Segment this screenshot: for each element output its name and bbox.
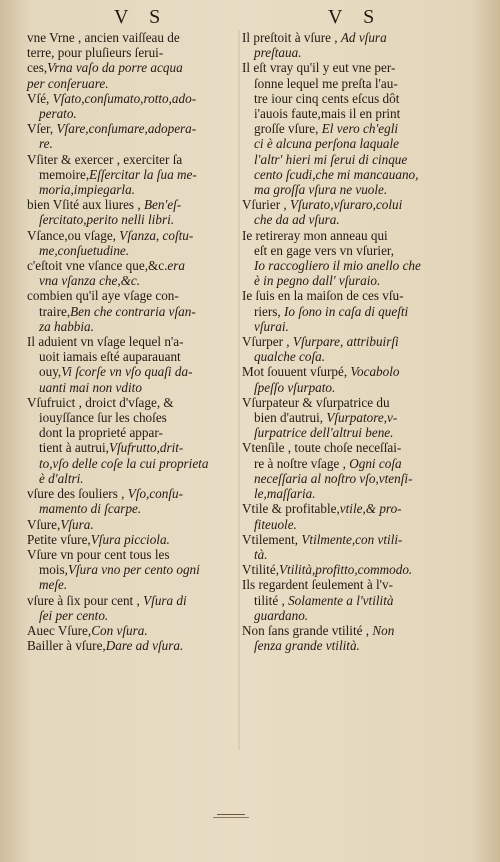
italian-gloss: Vſato,conſumato,rotto,ado- bbox=[52, 90, 197, 106]
french-text: Vſurpateur & vſurpatrice du bbox=[242, 394, 390, 410]
italian-gloss: Vſura. bbox=[60, 516, 94, 532]
italian-gloss: El vero ch'egli bbox=[321, 121, 399, 137]
french-text: Auec Vſure, bbox=[27, 622, 92, 638]
french-text: Vſiter & exercer , exerciter ſa bbox=[27, 151, 183, 167]
text-line bbox=[242, 349, 472, 364]
french-text: bien d'autrui, bbox=[254, 410, 327, 426]
text-line bbox=[27, 456, 237, 471]
italian-gloss: to,vſo delle coſe la cui proprieta bbox=[39, 455, 209, 471]
text-line bbox=[27, 486, 237, 501]
french-text: Vſurper , bbox=[242, 334, 293, 350]
text-line bbox=[27, 425, 237, 440]
french-text: terre, pour pluſieurs ſerui- bbox=[27, 45, 164, 61]
french-text: Vtilité, bbox=[242, 562, 279, 578]
text-line bbox=[27, 258, 237, 273]
header-right: V S bbox=[328, 6, 383, 28]
italian-gloss: Solamente a l'vtilità bbox=[288, 592, 394, 608]
italian-gloss: l'altr' hieri mi ſerui di cinque bbox=[254, 151, 408, 167]
italian-gloss: qualche coſa. bbox=[254, 349, 326, 365]
italian-gloss: cento ſcudi,che mi mancauano, bbox=[254, 166, 419, 182]
text-line bbox=[27, 532, 237, 547]
running-header bbox=[0, 6, 500, 30]
french-text: traire, bbox=[39, 303, 71, 319]
french-text: tient à autrui, bbox=[39, 440, 109, 456]
text-line bbox=[242, 425, 472, 440]
page-rule-lower bbox=[213, 817, 249, 818]
text-line bbox=[242, 395, 472, 410]
italian-gloss: vtile,& pro- bbox=[339, 501, 402, 517]
italian-gloss: è in pegno dall' vſuraio. bbox=[254, 273, 381, 289]
text-line bbox=[242, 608, 472, 623]
french-text: Il aduient vn vſage lequel n'a- bbox=[27, 334, 184, 350]
french-text: Il preſtoit à vſure , bbox=[242, 30, 341, 45]
italian-gloss: Vſura vno per cento ogni bbox=[67, 562, 200, 578]
italian-gloss: ma groſſa vſura ne vuole. bbox=[254, 182, 388, 198]
text-line bbox=[242, 258, 472, 273]
italian-gloss: Dare ad vſura. bbox=[105, 638, 184, 654]
text-line bbox=[242, 273, 472, 288]
header-left: V S bbox=[114, 6, 169, 28]
french-text: Mot ſouuent vſurpé, bbox=[242, 364, 351, 380]
italian-gloss: ſenza grande vtilità. bbox=[254, 638, 360, 654]
italian-gloss: tà. bbox=[254, 546, 268, 562]
text-line bbox=[27, 395, 237, 410]
text-line bbox=[242, 364, 472, 379]
text-line bbox=[27, 30, 237, 45]
french-text: Vſé, bbox=[27, 90, 53, 106]
italian-gloss: Con vſura. bbox=[91, 622, 148, 638]
text-line bbox=[27, 212, 237, 227]
french-text: Vſufruict , droict d'vſage, & bbox=[27, 394, 174, 410]
italian-gloss: era bbox=[167, 258, 186, 274]
text-line bbox=[242, 380, 472, 395]
italian-gloss: meſe. bbox=[39, 577, 68, 593]
italian-gloss: perato. bbox=[39, 106, 77, 122]
text-line bbox=[27, 121, 237, 136]
italian-gloss: vna vſanza che,&c. bbox=[39, 273, 141, 289]
text-line bbox=[242, 45, 472, 60]
text-line bbox=[27, 152, 237, 167]
italian-gloss: guardano. bbox=[254, 607, 309, 623]
french-text: re à noſtre vſage , bbox=[254, 455, 350, 471]
french-text: tilité , bbox=[254, 592, 289, 608]
french-text: Vſance,ou vſage, bbox=[27, 227, 120, 243]
french-text: ſonne lequel me preſta l'au- bbox=[254, 75, 398, 91]
text-line bbox=[27, 136, 237, 151]
italian-gloss: Ogni coſa bbox=[349, 455, 402, 471]
italian-gloss: za habbia. bbox=[39, 318, 94, 334]
french-text: dont la proprieté appar- bbox=[39, 425, 163, 441]
italian-gloss: le,maſſaria. bbox=[254, 486, 316, 502]
italian-gloss: Vi ſcorſe vn vſo quaſi da- bbox=[61, 364, 193, 380]
column-gutter bbox=[238, 30, 240, 750]
text-line bbox=[242, 212, 472, 227]
french-text: Ie ſuis en la maiſon de ces vſu- bbox=[242, 288, 404, 304]
text-line bbox=[27, 91, 237, 106]
text-line bbox=[27, 304, 237, 319]
italian-gloss: vſurai. bbox=[254, 318, 289, 334]
french-text: vne Vrne , ancien vaiſſeau de bbox=[27, 30, 180, 45]
italian-gloss: Ad vſura bbox=[340, 30, 387, 45]
french-text: ouy, bbox=[39, 364, 62, 380]
text-line bbox=[242, 136, 472, 151]
text-line bbox=[242, 76, 472, 91]
text-line bbox=[27, 410, 237, 425]
text-line bbox=[27, 364, 237, 379]
text-line bbox=[27, 319, 237, 334]
french-text: riers, bbox=[254, 303, 285, 319]
italian-gloss: ſurpatrice dell'altrui bene. bbox=[254, 425, 394, 441]
text-line bbox=[242, 486, 472, 501]
italian-gloss: mamento di ſcarpe. bbox=[39, 501, 142, 517]
italian-gloss: Vſurpare, attribuirſi bbox=[292, 334, 399, 350]
french-text: Ie retireray mon anneau qui bbox=[242, 227, 388, 243]
french-text: bien Vſité aux liures , bbox=[27, 197, 144, 213]
page-rule bbox=[217, 814, 245, 815]
italian-gloss: ci è alcuna perſona laquale bbox=[254, 136, 400, 152]
italian-gloss: fiteuole. bbox=[254, 516, 297, 532]
italian-gloss: Vſare,conſumare,adopera- bbox=[56, 121, 197, 137]
text-line bbox=[27, 608, 237, 623]
french-text: Petite vſure, bbox=[27, 531, 91, 547]
italian-gloss: Vſura di bbox=[143, 592, 187, 608]
french-text: vſure à ſix pour cent , bbox=[27, 592, 144, 608]
italian-gloss: ſpeſſo vſurpato. bbox=[254, 379, 336, 395]
text-line bbox=[27, 593, 237, 608]
italian-gloss: Vtilmente,con vtili- bbox=[301, 531, 403, 547]
french-text: c'eſtoit vne vſance que,&c. bbox=[27, 258, 168, 274]
italian-gloss: Vrna vaſo da porre acqua bbox=[47, 60, 183, 76]
text-line bbox=[242, 638, 472, 653]
text-line bbox=[242, 182, 472, 197]
text-line bbox=[242, 456, 472, 471]
italian-gloss: Non bbox=[372, 622, 395, 638]
text-line bbox=[242, 121, 472, 136]
italian-gloss: Io raccogliero il mio anello che bbox=[254, 258, 421, 274]
french-text: Vſure, bbox=[27, 516, 61, 532]
text-line bbox=[27, 501, 237, 516]
left-column bbox=[27, 30, 237, 653]
text-line bbox=[27, 380, 237, 395]
italian-gloss: Vſo,conſu- bbox=[127, 486, 184, 502]
french-text: i'auois faute,mais il en print bbox=[254, 106, 401, 122]
french-text: eſt en gage vers vn vſurier, bbox=[254, 242, 395, 258]
text-line bbox=[242, 410, 472, 425]
text-line bbox=[242, 532, 472, 547]
text-line bbox=[242, 547, 472, 562]
text-line bbox=[242, 623, 472, 638]
text-line bbox=[27, 577, 237, 592]
italian-gloss: moria,impiegarla. bbox=[39, 182, 135, 198]
french-text: uoit iamais eſté auparauant bbox=[39, 349, 181, 365]
text-line bbox=[242, 577, 472, 592]
italian-gloss: Vſanza, coſtu- bbox=[119, 227, 194, 243]
text-line bbox=[27, 197, 237, 212]
italian-gloss: me,conſuetudine. bbox=[39, 242, 130, 258]
text-line bbox=[27, 349, 237, 364]
french-text: ces, bbox=[27, 60, 48, 76]
text-line bbox=[242, 60, 472, 75]
italian-gloss: Vſurpatore,v- bbox=[326, 410, 398, 426]
text-line bbox=[27, 517, 237, 532]
text-line bbox=[27, 228, 237, 243]
text-line bbox=[242, 501, 472, 516]
text-line bbox=[242, 593, 472, 608]
text-line bbox=[242, 167, 472, 182]
italian-gloss: Ben che contraria vſan- bbox=[70, 303, 196, 319]
text-line bbox=[27, 638, 237, 653]
french-text: Vtile & profitable, bbox=[242, 501, 340, 517]
italian-gloss: che da ad vſura. bbox=[254, 212, 340, 228]
italian-gloss: uanti mai non vdito bbox=[39, 379, 142, 395]
french-text: Vſer, bbox=[27, 121, 57, 137]
italian-gloss: Vſufrutto,drit- bbox=[108, 440, 184, 456]
text-line bbox=[27, 60, 237, 75]
french-text: iouyſſance ſur les choſes bbox=[39, 410, 167, 426]
text-line bbox=[27, 288, 237, 303]
text-line bbox=[242, 288, 472, 303]
french-text: Vtilement, bbox=[242, 531, 302, 547]
italian-gloss: è d'altri. bbox=[39, 470, 84, 486]
italian-gloss: Vſurato,vſuraro,colui bbox=[289, 197, 403, 213]
italian-gloss: per conſeruare. bbox=[27, 75, 109, 91]
right-column bbox=[242, 30, 472, 653]
italian-gloss: ſercitato,perito nelli libri. bbox=[39, 212, 175, 228]
text-line bbox=[27, 562, 237, 577]
text-line bbox=[27, 623, 237, 638]
italian-gloss: ſei per cento. bbox=[39, 607, 109, 623]
italian-gloss: Vtilità,profitto,commodo. bbox=[279, 562, 413, 578]
text-line bbox=[27, 76, 237, 91]
french-text: mois, bbox=[39, 562, 68, 578]
text-line bbox=[242, 471, 472, 486]
text-line bbox=[242, 91, 472, 106]
italian-gloss: preſtaua. bbox=[254, 45, 302, 61]
text-line bbox=[27, 45, 237, 60]
text-line bbox=[27, 243, 237, 258]
text-line bbox=[27, 471, 237, 486]
french-text: tre iour cinq cents eſcus dôt bbox=[254, 90, 400, 106]
text-line bbox=[27, 440, 237, 455]
text-line bbox=[27, 547, 237, 562]
text-line bbox=[242, 197, 472, 212]
french-text: Il eſt vray qu'il y eut vne per- bbox=[242, 60, 396, 76]
french-text: Ils regardent ſeulement à l'v- bbox=[242, 577, 394, 593]
italian-gloss: Io ſono in caſa di queſti bbox=[284, 303, 409, 319]
text-line bbox=[242, 440, 472, 455]
text-line bbox=[27, 182, 237, 197]
text-line bbox=[242, 319, 472, 334]
text-line bbox=[242, 228, 472, 243]
text-line bbox=[242, 562, 472, 577]
text-line bbox=[27, 167, 237, 182]
text-line bbox=[242, 30, 472, 45]
text-line bbox=[242, 152, 472, 167]
italian-gloss: Eſſercitar la ſua me- bbox=[89, 166, 197, 182]
text-line bbox=[242, 243, 472, 258]
french-text: groſſe vſure, bbox=[254, 121, 322, 137]
french-text: vſure des ſouliers , bbox=[27, 486, 128, 502]
italian-gloss: neceſſaria al noſtro vſo,vtenſi- bbox=[254, 470, 413, 486]
text-line bbox=[27, 334, 237, 349]
french-text: Non ſans grande vtilité , bbox=[242, 622, 373, 638]
french-text: Vſurier , bbox=[242, 197, 290, 213]
text-line bbox=[27, 273, 237, 288]
french-text: Vſure vn pour cent tous les bbox=[27, 546, 170, 562]
french-text: Vtenſile , toute choſe neceſſai- bbox=[242, 440, 402, 456]
text-line bbox=[242, 517, 472, 532]
text-line bbox=[242, 304, 472, 319]
french-text: combien qu'il aye vſage con- bbox=[27, 288, 179, 304]
text-line bbox=[242, 106, 472, 121]
text-line bbox=[27, 106, 237, 121]
french-text: Bailler à vſure, bbox=[27, 638, 106, 654]
italian-gloss: Vocabolo bbox=[350, 364, 400, 380]
italian-gloss: Ben'eſ- bbox=[143, 197, 182, 213]
italian-gloss: Vſura picciola. bbox=[90, 531, 170, 547]
text-line bbox=[242, 334, 472, 349]
italian-gloss: re. bbox=[39, 136, 53, 152]
french-text: memoire, bbox=[39, 166, 90, 182]
